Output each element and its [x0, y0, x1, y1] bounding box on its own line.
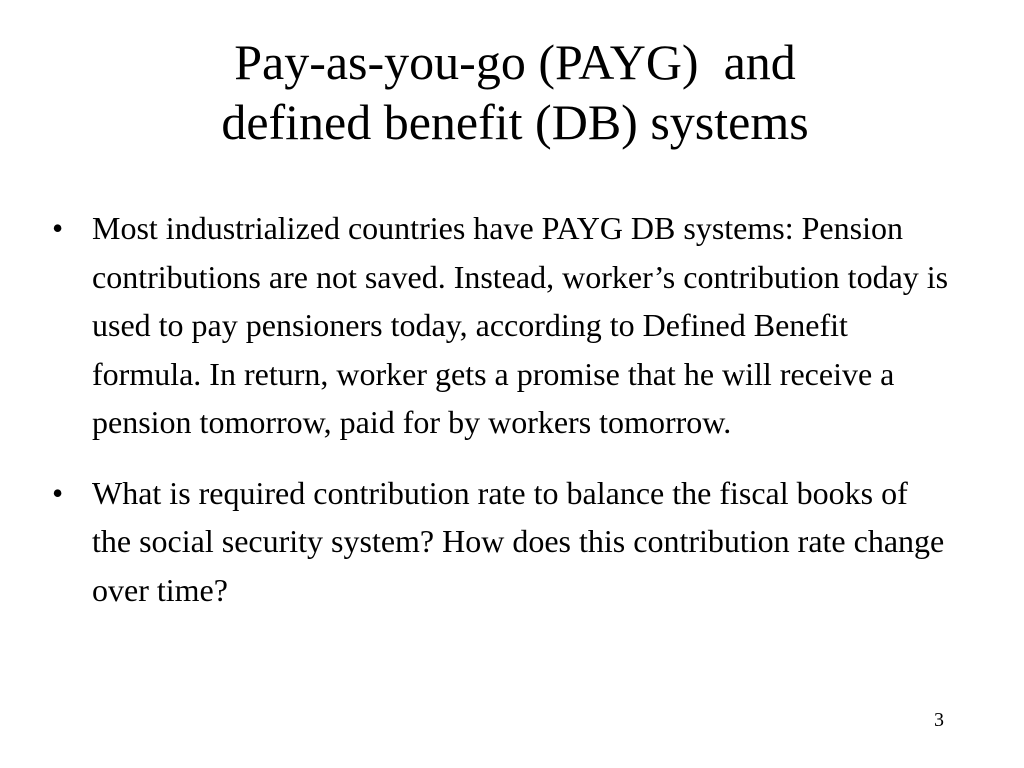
bullet-point-icon: •	[52, 474, 64, 511]
bullet-point-icon: •	[52, 210, 64, 246]
bullet-text: Most industrialized countries have PAYG DB systems: Pension contributions are not saved. Instead, worker’s contribution today is used to pay pensioners today, according to Defined Benefit formula. In return, worker gets a promise that he will receive a pension tomorrow, paid for by workers tomorrow.	[92, 210, 949, 440]
bullet-text: What is required contribution rate to balance the fiscal books of the social security system? How does this contribution rate change over time?	[92, 474, 945, 608]
bullet-list	[52, 204, 952, 614]
bullet-item-contribution-rate-question	[52, 469, 952, 615]
slide-title-line-2: defined benefit (DB) systems	[221, 94, 809, 150]
slide-number: 3	[934, 709, 944, 731]
slide-title-line-1: Pay-as-you-go (PAYG) and	[234, 34, 796, 90]
bullet-item-payg-db-explanation	[52, 204, 952, 447]
slide-title	[100, 32, 930, 152]
